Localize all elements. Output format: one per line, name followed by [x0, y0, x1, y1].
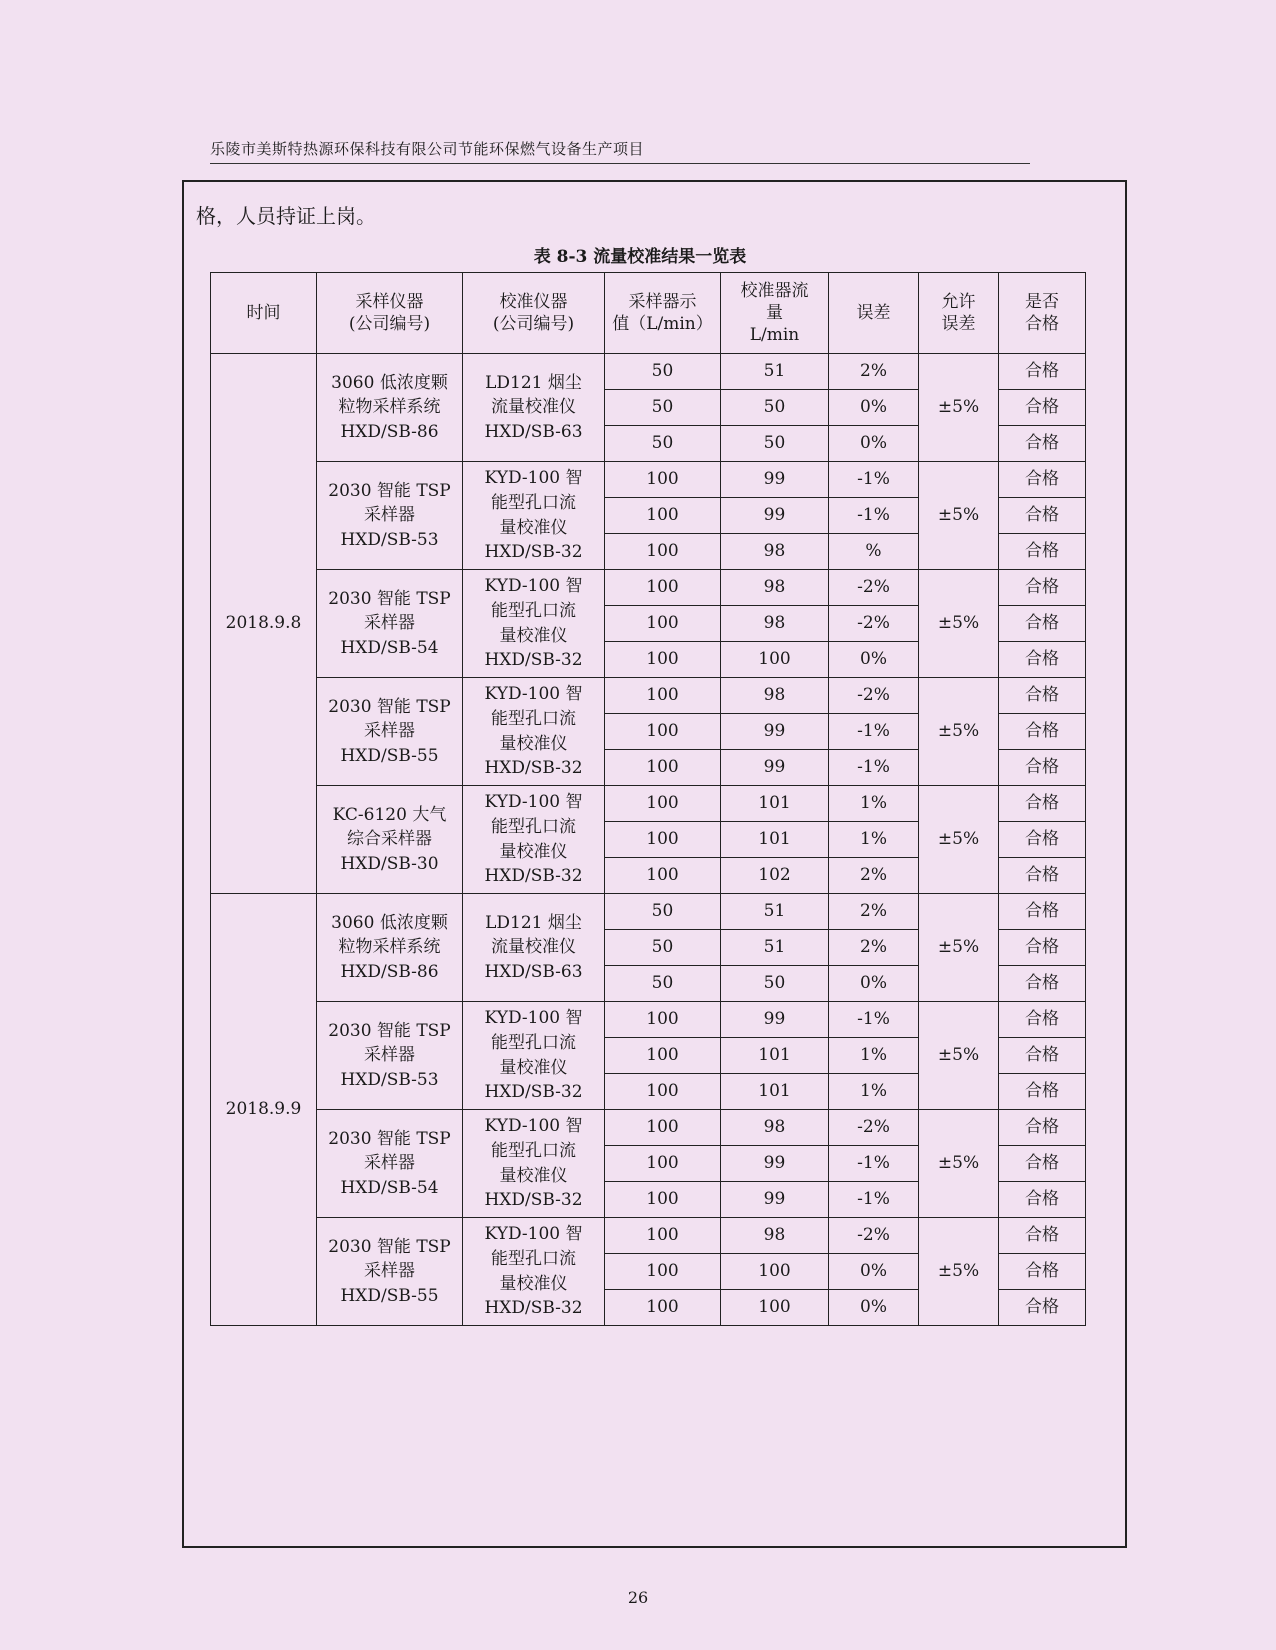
result-cell: 合格: [999, 966, 1086, 1002]
tolerance-cell: ±5%: [919, 1110, 999, 1218]
flow-cell: 98: [721, 606, 829, 642]
flow-cell: 99: [721, 1002, 829, 1038]
shown-value-cell: 100: [605, 1110, 721, 1146]
flow-cell: 98: [721, 678, 829, 714]
error-cell: -1%: [829, 1146, 919, 1182]
page-number: 26: [627, 1588, 649, 1607]
result-cell: 合格: [999, 1146, 1086, 1182]
table-caption: 表 8-3 流量校准结果一览表: [533, 247, 747, 267]
flow-cell: 101: [721, 822, 829, 858]
result-cell: 合格: [999, 894, 1086, 930]
result-cell: 合格: [999, 786, 1086, 822]
error-cell: 2%: [829, 354, 919, 390]
result-cell: 合格: [999, 1218, 1086, 1254]
shown-value-cell: 100: [605, 606, 721, 642]
shown-value-cell: 50: [605, 966, 721, 1002]
header-shown-value: 采样器示 值（L/min）: [605, 273, 721, 354]
table-row: [211, 678, 1086, 714]
flow-cell: 98: [721, 570, 829, 606]
result-cell: 合格: [999, 1254, 1086, 1290]
flow-cell: 99: [721, 714, 829, 750]
shown-value-cell: 100: [605, 1218, 721, 1254]
table-row: [211, 354, 1086, 390]
shown-value-cell: 100: [605, 786, 721, 822]
result-cell: 合格: [999, 462, 1086, 498]
flow-cell: 100: [721, 1290, 829, 1326]
shown-value-cell: 50: [605, 390, 721, 426]
sampler-cell: 2030 智能 TSP 采样器 HXD/SB-54: [317, 570, 463, 678]
header-calibrator: 校准仪器 (公司编号): [463, 273, 605, 354]
error-cell: -2%: [829, 678, 919, 714]
error-cell: 0%: [829, 966, 919, 1002]
flow-cell: 50: [721, 966, 829, 1002]
flow-cell: 100: [721, 642, 829, 678]
calibrator-cell: KYD-100 智 能型孔口流 量校准仪 HXD/SB-32: [463, 1110, 605, 1218]
sampler-cell: 3060 低浓度颗 粒物采样系统 HXD/SB-86: [317, 354, 463, 462]
result-cell: 合格: [999, 750, 1086, 786]
calibration-table: [210, 272, 1086, 1326]
table-row: [211, 894, 1086, 930]
shown-value-cell: 100: [605, 498, 721, 534]
error-cell: 0%: [829, 642, 919, 678]
shown-value-cell: 100: [605, 1146, 721, 1182]
shown-value-cell: 100: [605, 570, 721, 606]
shown-value-cell: 100: [605, 714, 721, 750]
table-row: [211, 1110, 1086, 1146]
result-cell: 合格: [999, 1038, 1086, 1074]
tolerance-cell: ±5%: [919, 570, 999, 678]
error-cell: 2%: [829, 894, 919, 930]
flow-cell: 99: [721, 1146, 829, 1182]
tolerance-cell: ±5%: [919, 462, 999, 570]
date-cell: 2018.9.8: [211, 354, 317, 894]
shown-value-cell: 100: [605, 1254, 721, 1290]
error-cell: -2%: [829, 570, 919, 606]
result-cell: 合格: [999, 498, 1086, 534]
intro-text: 格，人员持证上岗。: [196, 204, 376, 228]
result-cell: 合格: [999, 714, 1086, 750]
shown-value-cell: 100: [605, 642, 721, 678]
flow-cell: 51: [721, 930, 829, 966]
calibrator-cell: KYD-100 智 能型孔口流 量校准仪 HXD/SB-32: [463, 786, 605, 894]
calibrator-cell: LD121 烟尘 流量校准仪 HXD/SB-63: [463, 894, 605, 1002]
flow-cell: 98: [721, 534, 829, 570]
result-cell: 合格: [999, 678, 1086, 714]
error-cell: 2%: [829, 930, 919, 966]
calibrator-cell: KYD-100 智 能型孔口流 量校准仪 HXD/SB-32: [463, 462, 605, 570]
error-cell: -1%: [829, 1002, 919, 1038]
shown-value-cell: 50: [605, 930, 721, 966]
sampler-cell: 2030 智能 TSP 采样器 HXD/SB-54: [317, 1110, 463, 1218]
error-cell: -2%: [829, 1110, 919, 1146]
shown-value-cell: 100: [605, 1182, 721, 1218]
shown-value-cell: 100: [605, 1002, 721, 1038]
error-cell: 1%: [829, 1074, 919, 1110]
error-cell: -1%: [829, 750, 919, 786]
calibrator-cell: KYD-100 智 能型孔口流 量校准仪 HXD/SB-32: [463, 1218, 605, 1326]
calibrator-cell: KYD-100 智 能型孔口流 量校准仪 HXD/SB-32: [463, 678, 605, 786]
error-cell: -2%: [829, 1218, 919, 1254]
result-cell: 合格: [999, 1290, 1086, 1326]
flow-cell: 102: [721, 858, 829, 894]
shown-value-cell: 100: [605, 462, 721, 498]
result-cell: 合格: [999, 1182, 1086, 1218]
calibrator-cell: KYD-100 智 能型孔口流 量校准仪 HXD/SB-32: [463, 570, 605, 678]
header-sampler: 采样仪器 (公司编号): [317, 273, 463, 354]
shown-value-cell: 50: [605, 426, 721, 462]
flow-cell: 100: [721, 1254, 829, 1290]
shown-value-cell: 100: [605, 858, 721, 894]
shown-value-cell: 100: [605, 534, 721, 570]
header-qualified: 是否 合格: [999, 273, 1086, 354]
flow-cell: 98: [721, 1218, 829, 1254]
shown-value-cell: 100: [605, 822, 721, 858]
header-error: 误差: [829, 273, 919, 354]
header-tolerance: 允许 误差: [919, 273, 999, 354]
header-time: 时间: [211, 273, 317, 354]
error-cell: 0%: [829, 426, 919, 462]
sampler-cell: 2030 智能 TSP 采样器 HXD/SB-55: [317, 1218, 463, 1326]
page-header: 乐陵市美斯特热源环保科技有限公司节能环保燃气设备生产项目: [210, 138, 1030, 164]
calibrator-cell: KYD-100 智 能型孔口流 量校准仪 HXD/SB-32: [463, 1002, 605, 1110]
result-cell: 合格: [999, 606, 1086, 642]
sampler-cell: 2030 智能 TSP 采样器 HXD/SB-55: [317, 678, 463, 786]
sampler-cell: 2030 智能 TSP 采样器 HXD/SB-53: [317, 462, 463, 570]
sampler-cell: KC-6120 大气 综合采样器 HXD/SB-30: [317, 786, 463, 894]
shown-value-cell: 100: [605, 678, 721, 714]
result-cell: 合格: [999, 858, 1086, 894]
flow-cell: 99: [721, 498, 829, 534]
tolerance-cell: ±5%: [919, 894, 999, 1002]
flow-cell: 99: [721, 1182, 829, 1218]
error-cell: 1%: [829, 1038, 919, 1074]
shown-value-cell: 50: [605, 894, 721, 930]
date-cell: 2018.9.9: [211, 894, 317, 1326]
sampler-cell: 2030 智能 TSP 采样器 HXD/SB-53: [317, 1002, 463, 1110]
table-row: [211, 570, 1086, 606]
result-cell: 合格: [999, 930, 1086, 966]
flow-cell: 99: [721, 462, 829, 498]
tolerance-cell: ±5%: [919, 1218, 999, 1326]
shown-value-cell: 50: [605, 354, 721, 390]
error-cell: 1%: [829, 786, 919, 822]
result-cell: 合格: [999, 570, 1086, 606]
table-header-row: [211, 273, 1086, 354]
tolerance-cell: ±5%: [919, 1002, 999, 1110]
table-row: [211, 1002, 1086, 1038]
tolerance-cell: ±5%: [919, 786, 999, 894]
result-cell: 合格: [999, 1074, 1086, 1110]
flow-cell: 51: [721, 354, 829, 390]
result-cell: 合格: [999, 822, 1086, 858]
flow-cell: 50: [721, 390, 829, 426]
result-cell: 合格: [999, 534, 1086, 570]
shown-value-cell: 100: [605, 1038, 721, 1074]
shown-value-cell: 100: [605, 1290, 721, 1326]
error-cell: -1%: [829, 498, 919, 534]
result-cell: 合格: [999, 1002, 1086, 1038]
shown-value-cell: 100: [605, 1074, 721, 1110]
table-row: [211, 462, 1086, 498]
result-cell: 合格: [999, 1110, 1086, 1146]
result-cell: 合格: [999, 642, 1086, 678]
error-cell: 0%: [829, 1254, 919, 1290]
flow-cell: 98: [721, 1110, 829, 1146]
error-cell: 0%: [829, 1290, 919, 1326]
error-cell: %: [829, 534, 919, 570]
error-cell: -1%: [829, 462, 919, 498]
flow-cell: 101: [721, 786, 829, 822]
tolerance-cell: ±5%: [919, 354, 999, 462]
error-cell: -1%: [829, 714, 919, 750]
flow-cell: 99: [721, 750, 829, 786]
header-calibrated-flow: 校准器流 量 L/min: [721, 273, 829, 354]
table-row: [211, 1218, 1086, 1254]
flow-cell: 50: [721, 426, 829, 462]
result-cell: 合格: [999, 354, 1086, 390]
flow-cell: 51: [721, 894, 829, 930]
result-cell: 合格: [999, 426, 1086, 462]
tolerance-cell: ±5%: [919, 678, 999, 786]
calibrator-cell: LD121 烟尘 流量校准仪 HXD/SB-63: [463, 354, 605, 462]
flow-cell: 101: [721, 1074, 829, 1110]
flow-cell: 101: [721, 1038, 829, 1074]
error-cell: 0%: [829, 390, 919, 426]
error-cell: 2%: [829, 858, 919, 894]
shown-value-cell: 100: [605, 750, 721, 786]
result-cell: 合格: [999, 390, 1086, 426]
error-cell: 1%: [829, 822, 919, 858]
table-row: [211, 786, 1086, 822]
error-cell: -1%: [829, 1182, 919, 1218]
error-cell: -2%: [829, 606, 919, 642]
sampler-cell: 3060 低浓度颗 粒物采样系统 HXD/SB-86: [317, 894, 463, 1002]
